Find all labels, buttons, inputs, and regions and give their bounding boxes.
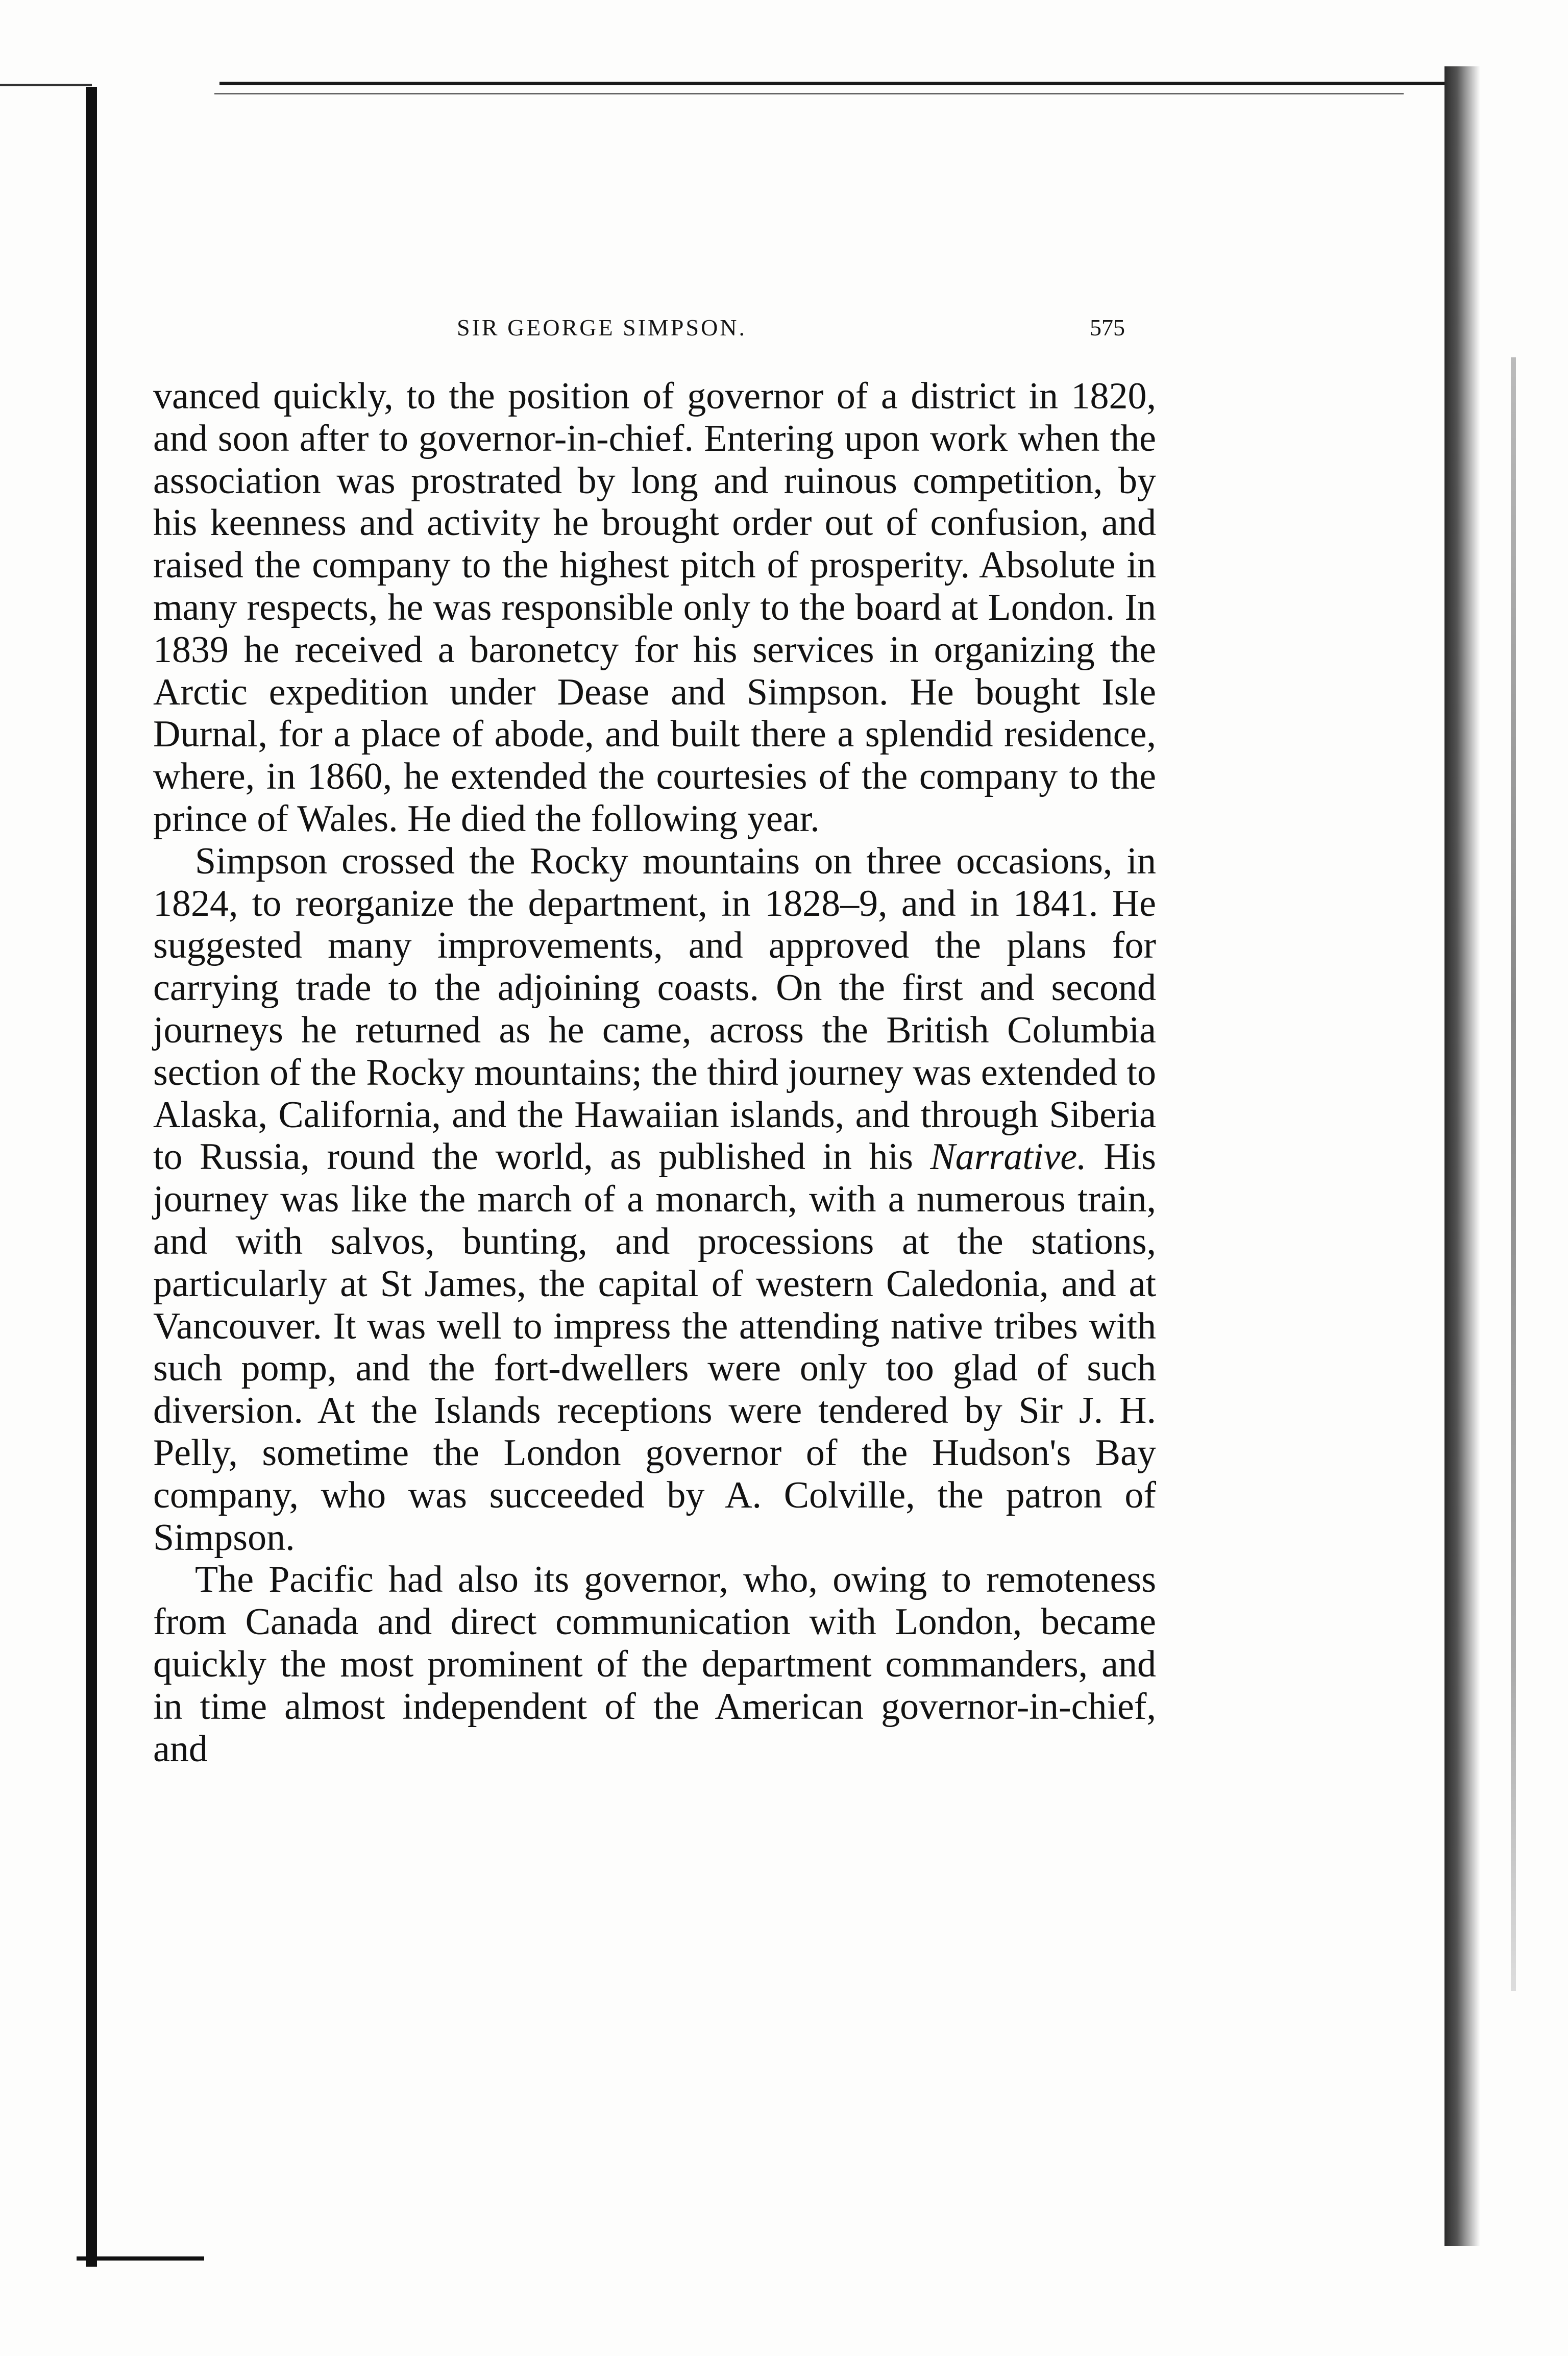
scan-top-rule-thin [214,93,1404,94]
narrative-title: Narrative. [930,1136,1087,1178]
page-number: 575 [1090,314,1125,341]
paragraph-2-text-start: Simpson crossed the Rocky mountains on three occasions, in 1824, to reorganize the department, in 1828–9, and in 1841. He suggested many improvements, and approved the plans for carrying trade to the adjoining coasts. On the first and second journeys he returned as he came, across the British Columbia section of the Rocky mountains; the third journey was extended to Alaska, California, and the Hawaiian islands, and through Siberia to Russia, round the world, as published in his [153,840,1156,1178]
paragraph-1 [153,375,1156,840]
scan-left-edge [86,87,97,2267]
scan-right-edge [1444,66,1480,2246]
scan-left-foot [77,2256,204,2261]
scan-right-edge-shadow [1511,357,1516,1991]
paragraph-3-text: The Pacific had also its governor, who, owing to remoteness from Canada and direct communication with London, became quickly the most prominent of the department commanders, and in time almost independent of the American governor-in-chief, and [153,1559,1156,1770]
running-title: SIR GEORGE SIMPSON. [457,314,747,341]
scan-top-rule [219,82,1444,85]
paragraph-3 [153,1559,1156,1770]
scan-edge-top-left [0,84,92,86]
paragraph-1-text: vanced quickly, to the position of governor of a district in 1820, and soon after to governor-in-chief. Entering upon work when the association was prostrated by long and ruinous competition, by his keenness and activity he brought order out of confusion, and raised the company to the highest pitch of prosperity. Absolute in many respects, he was responsible only to the board at London. In 1839 he received a baronetcy for his services in organizing the Arctic expedition under Dease and Simpson. He bought Isle Durnal, for a place of abode, and built there a splendid residence, where, in 1860, he extended the courtesies of the company to the prince of Wales. He died the following year. [153,375,1156,840]
body-text [153,375,1156,1770]
paragraph-2 [153,840,1156,1559]
paragraph-2-text-end: His journey was like the march of a monarch, with a numerous train, and with salvos, bunting, and processions at the stations, particularly at St James, the capital of western Caledonia, and at Vancouver. It was well to impress the attending native tribes with such pomp, and the fort-dwellers were only too glad of such diversion. At the Islands receptions were tendered by Sir J. H. Pelly, sometime the London governor of the Hudson's Bay company, who was succeeded by A. Colville, the patron of Simpson. [153,1136,1156,1559]
running-head [0,314,1568,355]
